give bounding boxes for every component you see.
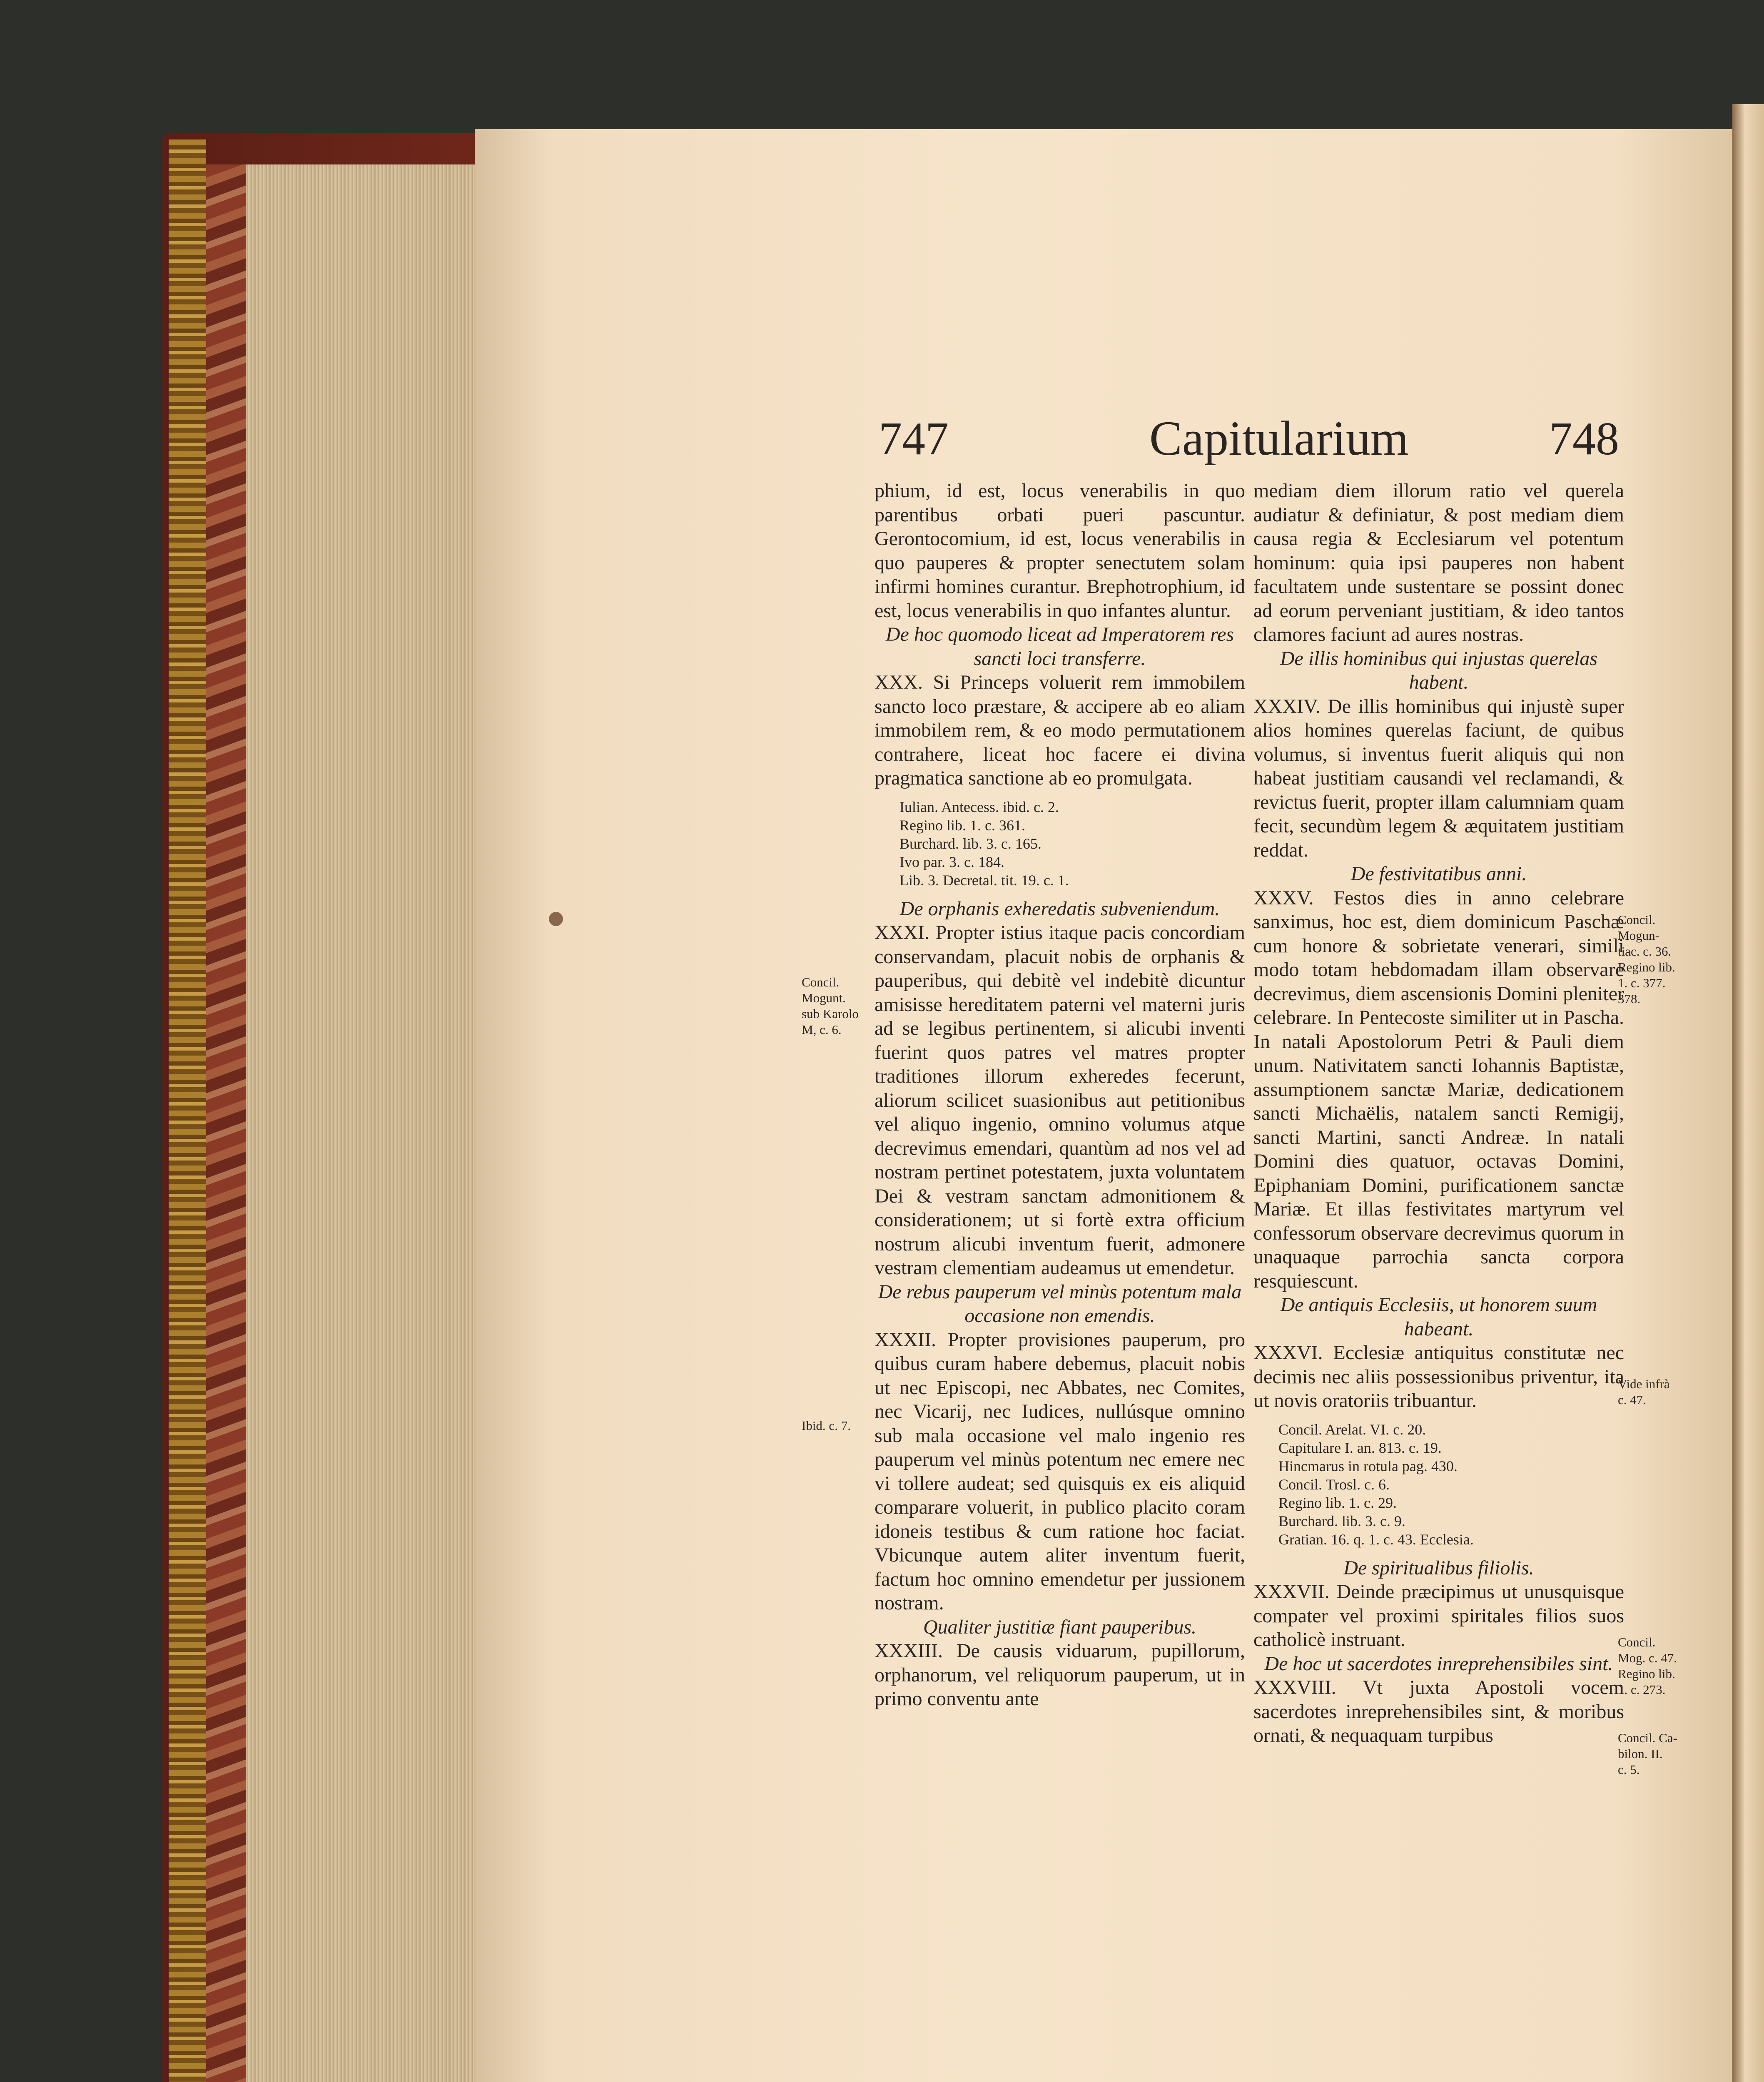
- paragraph: XXXVIII. Vt juxta Apostoli vocem sacerdotes inreprehensibiles sint, & moribus ornati, & nequaquam turpibus: [1253, 1676, 1624, 1746]
- margin-note-line: Concil. Ca-: [1618, 1731, 1677, 1745]
- paragraph: XXX. Si Princeps voluerit rem immobilem sancto loco præstare, & accipere ab eo aliam immobilem rem, & eo modo permutationem contrahere, liceat hoc facere ei divina pragmatica sanctione ab eo promulgata.: [875, 671, 1245, 789]
- margin-note-line: Concil.: [1618, 1635, 1656, 1649]
- foxing-spot: [549, 912, 563, 926]
- margin-note-4: [1618, 1376, 1670, 1408]
- margin-note-5: [1618, 1634, 1677, 1698]
- section-heading: De hoc quomodo liceat ad Imperatorem res sancti loci transferre.: [885, 623, 1234, 670]
- margin-note-2: [802, 1418, 851, 1434]
- margin-note-3: [1618, 912, 1675, 1007]
- page-block-edges: [246, 164, 479, 2082]
- source-reference-line: Burchard. lib. 3. c. 9.: [1278, 1512, 1405, 1529]
- left-page-number: 747: [879, 413, 949, 465]
- source-reference-line: Regino lib. 1. c. 29.: [1278, 1494, 1397, 1511]
- source-reference-line: Concil. Trosl. c. 6.: [1278, 1476, 1390, 1493]
- margin-note-line: tiac. c. 36.: [1618, 944, 1672, 959]
- right-page-number: 748: [1549, 413, 1619, 465]
- margin-note-line: M, c. 6.: [802, 1022, 842, 1037]
- paragraph: XXXII. Propter provisiones pauperum, pro quibus curam habere debemus, placuit nobis ut nec Episcopi, nec Abbates, nec Comites, nec Vicarij, nec Iudices, nullúsque omnino sub mala occasione vel malo ingenio res pauperum vel minùs potentum nec emere nec vi tollere audeat; sed quisquis ex eis aliquid comparare voluerit, in publico placito coram idoneis testibus & cum ratione hoc faciat. Vbicunque autem aliter inventum fuerit, factum hoc omnino emendetur per jussionem nostram.: [875, 1328, 1245, 1614]
- gilt-edge-decoration: [169, 139, 206, 2082]
- running-title: Capitularium: [1149, 411, 1409, 466]
- margin-note-line: 1. c. 377.: [1618, 976, 1666, 990]
- paragraph: mediam diem illorum ratio vel querela audiatur & definiatur, & post mediam diem causa regia & Ecclesiarum vel potentum hominum: quia ipsi pauperes non habent facultatem unde sustentare se possint donec ad eorum perveniant justitiam, & ideo tantos clamores faciunt ad aures nostras.: [1253, 480, 1624, 645]
- margin-note-line: bilon. II.: [1618, 1746, 1663, 1761]
- margin-note-line: Concil.: [802, 975, 840, 989]
- source-reference-line: Burchard. lib. 3. c. 165.: [899, 835, 1041, 852]
- paragraph: phium, id est, locus venerabilis in quo parentibus orbati pueri pascuntur. Gerontocomium, id est, locus venerabilis in quo pauperes & propter senectutem solam infirmi homines curantur. Brephotrophium, id est, locus venerabilis in quo infantes aluntur.: [875, 480, 1245, 622]
- source-reference-line: Iulian. Antecess. ibid. c. 2.: [899, 798, 1059, 815]
- paragraph: XXXVI. Ecclesiæ antiquitus constitutæ nec decimis nec aliis possessionibus priventur, ita ut novis oratoriis tribuantur.: [1253, 1342, 1624, 1412]
- source-references: [875, 798, 1245, 889]
- source-reference-line: Gratian. 16. q. 1. c. 43. Ecclesia.: [1278, 1531, 1474, 1548]
- paragraph: XXXIV. De illis hominibus qui injustè super alios homines querelas faciunt, de quibus volumus, si inventus fuerit aliquis qui non habeat justitiam causandi vel reclamandi, & revictus fuerit, propter illam calumniam quam fecit, secundùm legem & æquitatem justitiam reddat.: [1253, 695, 1624, 861]
- margin-note-line: 1. c. 273.: [1618, 1682, 1666, 1697]
- source-reference-line: Lib. 3. Decretal. tit. 19. c. 1.: [899, 872, 1069, 889]
- section-heading: De spiritualibus filiolis.: [1343, 1557, 1534, 1579]
- source-reference-line: Capitulare I. an. 813. c. 19.: [1278, 1439, 1442, 1456]
- section-heading: De antiquis Ecclesiis, ut honorem suum habeant.: [1280, 1294, 1597, 1340]
- margin-note-line: Regino lib.: [1618, 1666, 1675, 1681]
- section-heading: De orphanis exheredatis subveniendum.: [899, 897, 1220, 920]
- margin-note-line: Regino lib.: [1618, 960, 1675, 974]
- margin-note-line: Ibid. c. 7.: [802, 1418, 851, 1433]
- section-heading: De festivitatibus anni.: [1350, 863, 1527, 885]
- margin-note-line: Mogun-: [1618, 928, 1659, 943]
- margin-note-line: 378.: [1618, 991, 1641, 1006]
- source-reference-line: Regino lib. 1. c. 361.: [899, 817, 1025, 834]
- right-text-column: [1253, 479, 1624, 1748]
- facing-page-edge: [1732, 104, 1764, 2082]
- left-text-column: [875, 479, 1245, 1711]
- margin-note-line: Mogunt.: [802, 991, 846, 1005]
- margin-note-line: Vide infrà: [1618, 1377, 1670, 1391]
- source-references: [1253, 1420, 1624, 1549]
- margin-note-line: Mog. c. 47.: [1618, 1651, 1677, 1665]
- margin-note-6: [1618, 1730, 1677, 1778]
- paragraph: XXXV. Festos dies in anno celebrare sanximus, hoc est, diem dominicum Paschæ cum honore & sobrietate venerari, simili modo totam hebdomadam illam observare decrevimus, diem ascensionis Domini pleniter celebrare. In Pentecoste similiter ut in Pascha. In natali Apostolorum Petri & Pauli diem unum. Nativitatem sancti Iohannis Baptistæ, assumptionem sanctæ Mariæ, dedicationem sancti Michaëlis, natalem sancti Remigij, sancti Martini, sancti Andreæ. In natali Domini dies quatuor, octavas Domini, Epiphaniam Domini, purificationem sanctæ Mariæ. Et illas festivitates martyrum vel confessorum observare decrevimus quorum in unaquaque parrochia sancta corpora resquiescunt.: [1253, 887, 1624, 1292]
- section-heading: De rebus pauperum vel minùs potentum mala occasione non emendis.: [878, 1280, 1242, 1327]
- section-heading: De illis hominibus qui injustas querelas habent.: [1280, 647, 1598, 693]
- paragraph: XXXIII. De causis viduarum, pupillorum, orphanorum, vel reliquorum pauperum, ut in primo conventu ante: [875, 1640, 1245, 1710]
- paragraph: XXXVII. Deinde præcipimus ut unusquisque compater vel proximi spiritales filios suos catholicè instruant.: [1253, 1581, 1624, 1651]
- source-reference-line: Concil. Arelat. VI. c. 20.: [1278, 1421, 1426, 1438]
- section-heading: De hoc ut sacerdotes inreprehensibiles sint.: [1264, 1652, 1613, 1675]
- margin-note-line: Concil.: [1618, 912, 1656, 927]
- margin-note-line: c. 5.: [1618, 1762, 1640, 1777]
- source-reference-line: Hincmarus in rotula pag. 430.: [1278, 1457, 1458, 1474]
- source-reference-line: Ivo par. 3. c. 184.: [899, 853, 1004, 870]
- paragraph: XXXI. Propter istius itaque pacis concordiam conservandam, placuit nobis de orphanis & pauperibus, qui debitè vel indebitè dicuntur amisisse hereditatem paterni vel materni juris ad se legibus pertinentem, si alicubi inventi fuerint quos patres vel matres propter traditiones illorum exheredes fecerunt, aliorum scilicet suasionibus aut petitionibus vel aliquo ingenio, omnino volumus atque decrevimus emendari, quantùm ad nos vel ad nostram pertinet potestatem, juxta voluntatem Dei & vestram sanctam admonitionem & considerationem; ut si fortè extra officium nostrum alicubi inventum fuerit, admonere vestram clementiam audeamus ut emendetur.: [875, 921, 1245, 1279]
- section-heading: Qualiter justitiæ fiant pauperibus.: [923, 1616, 1197, 1638]
- marbled-endpaper: [206, 164, 246, 2082]
- margin-note-1: [802, 974, 859, 1038]
- margin-note-line: c. 47.: [1618, 1392, 1647, 1407]
- margin-note-line: sub Karolo: [802, 1006, 859, 1021]
